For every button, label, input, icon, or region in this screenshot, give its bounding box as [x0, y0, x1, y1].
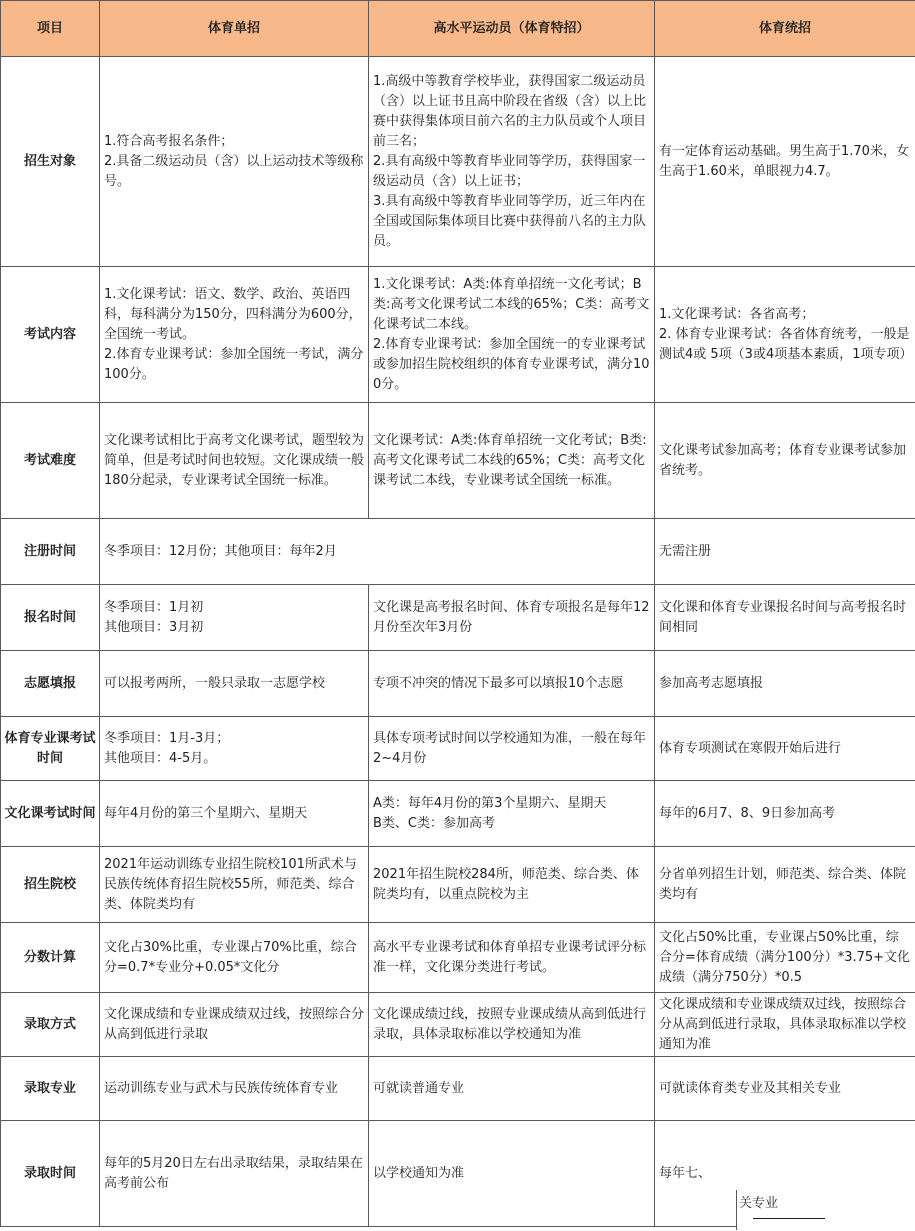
table-cell: 1.符合高考报名条件； 2.具备二级运动员（含）以上运动技术等级称号。: [100, 57, 369, 267]
header-row: [1, 1, 915, 57]
overlay-underline: [753, 1218, 825, 1219]
table-cell: 高水平专业课考试和体育单招专业课考试评分标准一样，文化课分类进行考试。: [369, 923, 655, 993]
row-label: 考试难度: [1, 403, 100, 519]
header-high-level-athlete: 高水平运动员（体育特招）: [369, 1, 655, 57]
header-unified-recruit: 体育统招: [655, 1, 915, 57]
table-cell: 文化课考试：A类:体育单招统一文化考试；B类:高考文化课考试二本线的65%；C类：高考文化课考试二本线，专业课考试全国统一标准。: [369, 403, 655, 519]
row-label: 录取专业: [1, 1057, 100, 1121]
table-cell: 文化占30%比重，专业课占70%比重，综合分=0.7*专业分+0.05*文化分: [100, 923, 369, 993]
row-label: 注册时间: [1, 519, 100, 585]
table-cell: 冬季项目：1月初 其他项目：3月初: [100, 585, 369, 651]
row-label: 体育专业课考试时间: [1, 717, 100, 781]
row-label: 分数计算: [1, 923, 100, 993]
table-cell: 2021年招生院校284所，师范类、综合类、体院类均有，以重点院校为主: [369, 847, 655, 923]
table-row: [1, 847, 915, 923]
table-cell: 文化课成绩过线，按照专业课成绩从高到低进行录取，具体录取标准以学校通知为准: [369, 993, 655, 1057]
header-item: 项目: [1, 1, 100, 57]
table-cell: 文化课考试相比于高考文化课考试，题型较为简单，但是考试时间也较短。文化课成绩一般180分起录，专业课考试全国统一标准。: [100, 403, 369, 519]
row-label: 报名时间: [1, 585, 100, 651]
table-row: [1, 57, 915, 267]
row-label: 招生院校: [1, 847, 100, 923]
table-cell: 文化课是高考报名时间、体育专项报名是每年12月份至次年3月份: [369, 585, 655, 651]
table-cell: 无需注册: [655, 519, 915, 585]
table-cell: 专项不冲突的情况下最多可以填报10个志愿: [369, 651, 655, 717]
table-cell: 文化课和体育专业课报名时间与高考报名时间相同: [655, 585, 915, 651]
table-cell: 1.高级中等教育学校毕业，获得国家二级运动员（含）以上证书且高中阶段在省级（含）以上比赛中获得集体项目前六名的主力队员或个人项目前三名； 2.具有高级中等教育毕业同等学历，获得国家一级运动员（含）以上证书； 3.具有高级中等教育毕业同等学历，近三年内在全国或国际集体项目比赛中获得前八名的主力队员。: [369, 57, 655, 267]
table-cell: 体育专项测试在寒假开始后进行: [655, 717, 915, 781]
table-row: [1, 585, 915, 651]
table-cell: 1.文化课考试：各省高考； 2. 体育专业课考试：各省体育统考，一般是测试4或 5项（3或4项基本素质，1项专项）: [655, 267, 915, 403]
table-cell: 分省单列招生计划，师范类、综合类、体院类均有: [655, 847, 915, 923]
table-cell: 每年七、: [655, 1121, 915, 1227]
table-cell: 文化占50%比重，专业课占50%比重，综合分=体育成绩（满分100分）*3.75+文化成绩（满分750分）*0.5: [655, 923, 915, 993]
table-cell: A类：每年4月份的第3个星期六、星期天 B类、C类：参加高考: [369, 781, 655, 847]
table-row: [1, 717, 915, 781]
table-cell-merged: 冬季项目：12月份；其他项目：每年2月: [100, 519, 655, 585]
table-cell: 文化课成绩和专业课成绩双过线，按照综合分从高到低进行录取，具体录取标准以学校通知为准: [655, 993, 915, 1057]
table-row: [1, 781, 915, 847]
table-row: [1, 993, 915, 1057]
row-label: 文化课考试时间: [1, 781, 100, 847]
table-row: [1, 923, 915, 993]
row-label: 录取方式: [1, 993, 100, 1057]
row-label: 录取时间: [1, 1121, 100, 1227]
table-cell: 文化课考试参加高考；体育专业课考试参加省统考。: [655, 403, 915, 519]
table-row: [1, 651, 915, 717]
row-label: 招生对象: [1, 57, 100, 267]
table-row: [1, 403, 915, 519]
table-cell: 冬季项目：1月-3月； 其他项目：4-5月。: [100, 717, 369, 781]
table-cell: 文化课成绩和专业课成绩双过线，按照综合分从高到低进行录取: [100, 993, 369, 1057]
table-cell: 每年的6月7、8、9日参加高考: [655, 781, 915, 847]
table-cell: 可就读普通专业: [369, 1057, 655, 1121]
table-cell: 可以报考两所，一般只录取一志愿学校: [100, 651, 369, 717]
header-single-recruit: 体育单招: [100, 1, 369, 57]
table-cell: 具体专项考试时间以学校通知为准，一般在每年2~4月份: [369, 717, 655, 781]
table-cell: 运动训练专业与武术与民族传统体育专业: [100, 1057, 369, 1121]
table-row: [1, 519, 915, 585]
table-row: [1, 267, 915, 403]
table-cell: 1.文化课考试：A类:体育单招统一文化考试；B类:高考文化课考试二本线的65%；C类：高考文化课考试二本线。 2.体育专业课考试：参加全国统一的专业课考试或参加招生院校组织的体育专业课考试，满分100分。: [369, 267, 655, 403]
table-cell: 参加高考志愿填报: [655, 651, 915, 717]
table-cell: 可就读体育类专业及其相关专业: [655, 1057, 915, 1121]
row-label: 考试内容: [1, 267, 100, 403]
table-cell: 以学校通知为准: [369, 1121, 655, 1227]
table-cell: 2021年运动训练专业招生院校101所武术与民族传统体育招生院校55所，师范类、综合类、体院类均有: [100, 847, 369, 923]
table-cell: 每年4月份的第三个星期六、星期天: [100, 781, 369, 847]
table-row: [1, 1057, 915, 1121]
table-cell: 有一定体育运动基础。男生高于1.70米，女生高于1.60米，单眼视力4.7。: [655, 57, 915, 267]
overlay-fragment: [736, 1190, 915, 1230]
table-cell: 每年的5月20日左右出录取结果，录取结果在高考前公布: [100, 1121, 369, 1227]
table-cell: 1.文化课考试：语文、数学、政治、英语四科，每科满分为150分，四科满分为600分，全国统一考试。 2.体育专业课考试：参加全国统一考试，满分100分。: [100, 267, 369, 403]
row-label: 志愿填报: [1, 651, 100, 717]
overlay-text: 关专业: [739, 1196, 779, 1211]
